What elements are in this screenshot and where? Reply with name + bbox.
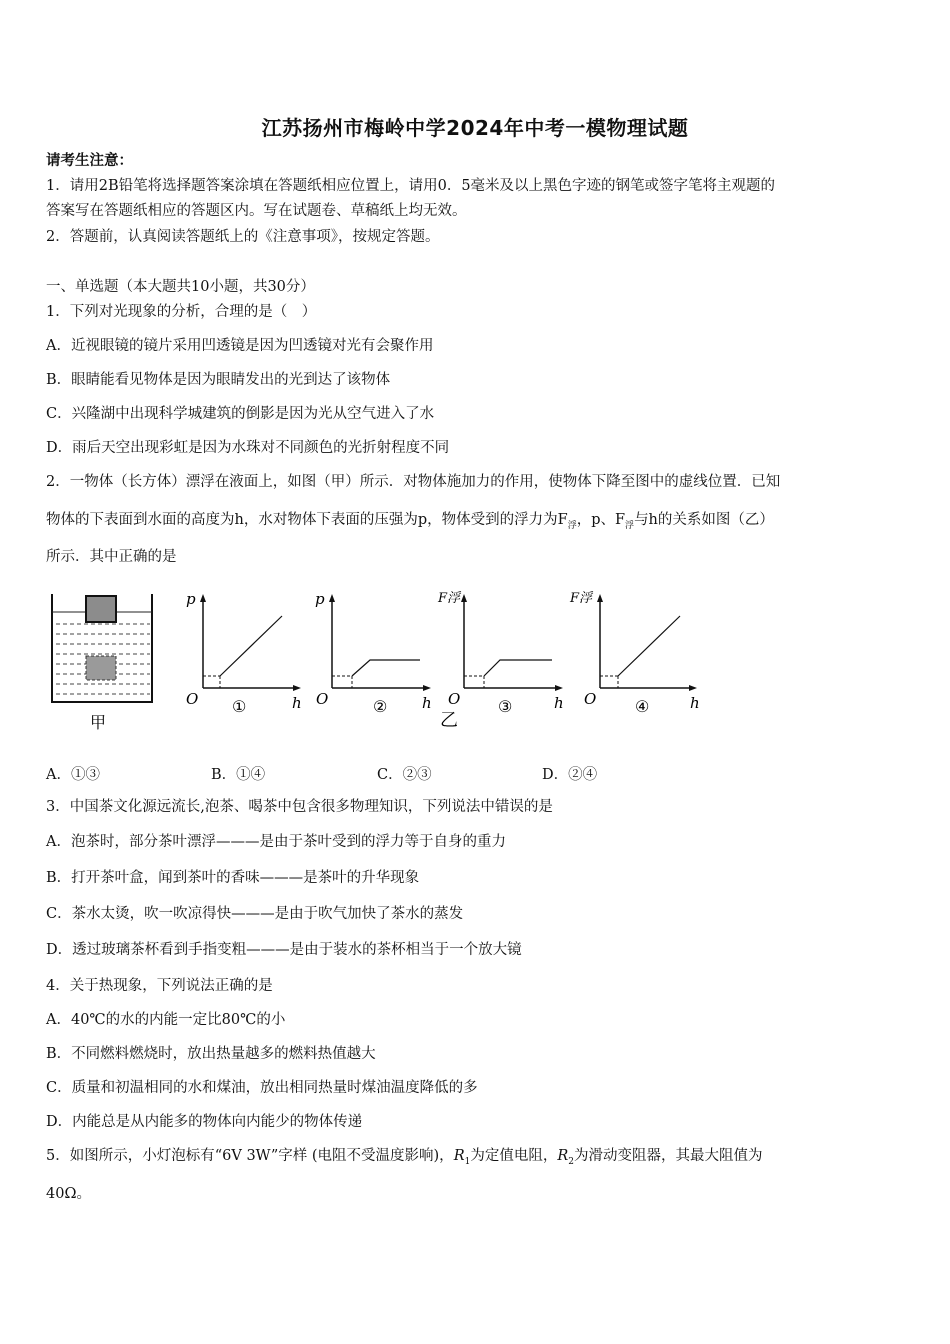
q2-line-2-part-a: 物体的下表面到水面的高度为h，水对物体下表面的压强为p，物体受到的浮力为F — [46, 512, 568, 528]
q2-option-c: C．②③ — [377, 767, 432, 783]
q2-line-2-part-c: 与h的关系如图（乙） — [634, 512, 774, 528]
q1-option-c: C．兴隆湖中出现科学城建筑的倒影是因为光从空气进入了水 — [46, 406, 435, 422]
q4-stem: 4．关于热现象，下列说法正确的是 — [46, 978, 273, 994]
q2-sub-1: 浮 — [567, 520, 577, 531]
q2-figure — [40, 582, 720, 742]
q2-line-3: 所示．其中正确的是 — [46, 549, 177, 565]
exam-title: 江苏扬州市梅岭中学2024年中考一模物理试题 — [261, 116, 689, 140]
q2-line-2 — [46, 510, 774, 536]
q5-r2: R — [557, 1148, 569, 1164]
q5-r1-sub: 1 — [464, 1156, 471, 1167]
floating-block — [86, 596, 116, 622]
q2-sub-2: 浮 — [625, 520, 635, 531]
notice-item-1-line-2: 答案写在答题纸相应的答题区内。写在试题卷、草稿纸上均无效。 — [46, 203, 467, 219]
q3-option-c: C．茶水太烫，吹一吹凉得快———是由于吹气加快了茶水的蒸发 — [46, 906, 464, 922]
q4-option-c: C．质量和初温相同的水和煤油，放出相同热量时煤油温度降低的多 — [46, 1080, 478, 1096]
q3-option-d: D．透过玻璃茶杯看到手指变粗———是由于装水的茶杯相当于一个放大镜 — [46, 942, 522, 958]
q3-stem: 3．中国茶文化源远流长,泡茶、喝茶中包含很多物理知识，下列说法中错误的是 — [46, 799, 553, 815]
graph-4-origin: O — [584, 690, 597, 708]
graph-3-y-label: F浮 — [438, 591, 461, 606]
graph-3 — [437, 591, 564, 731]
notice-item-2: 2．答题前，认真阅读答题纸上的《注意事项》，按规定答题。 — [46, 229, 440, 245]
graph-2-number: ② — [373, 697, 388, 716]
notice-heading: 请考生注意： — [46, 152, 133, 169]
q2-option-b: B．①④ — [211, 767, 266, 783]
q1-stem: 1．下列对光现象的分析，合理的是（ ） — [46, 304, 317, 320]
graph-1 — [186, 590, 302, 716]
fig-label-yi: 乙 — [440, 710, 458, 731]
graph-4-h-label: h — [690, 694, 700, 712]
q2-line-2-part-b: ，p、F — [576, 512, 626, 528]
q3-option-b: B．打开茶叶盒，闻到茶叶的香味———是茶叶的升华现象 — [46, 870, 420, 886]
graph-2-origin: O — [316, 690, 329, 708]
graph-3-number: ③ — [498, 697, 513, 716]
fig-label-jia: 甲 — [90, 713, 107, 732]
q4-option-b: B．不同燃料燃烧时，放出热量越多的燃料热值越大 — [46, 1046, 376, 1062]
q2-option-a: A．①③ — [46, 767, 100, 783]
submerged-block — [86, 656, 116, 680]
q3-option-a: A．泡茶时，部分茶叶漂浮———是由于茶叶受到的浮力等于自身的重力 — [46, 834, 506, 850]
q4-option-a: A．40℃的水的内能一定比80℃的小 — [46, 1012, 286, 1028]
graph-2-y-label: p — [315, 590, 325, 608]
graph-1-origin: O — [186, 690, 199, 708]
q5-line-1 — [46, 1146, 763, 1172]
graph-1-number: ① — [232, 697, 247, 716]
graph-4-y-label: F浮 — [570, 591, 593, 606]
graph-2 — [315, 590, 432, 716]
graph-4-number: ④ — [635, 697, 650, 716]
notice-item-1-line-1: 1．请用2B铅笔将选择题答案涂填在答题纸相应位置上，请用0．5毫米及以上黑色字迹的钢笔或签字笔将主观题的 — [46, 178, 776, 194]
graph-3-h-label: h — [554, 694, 564, 712]
q5-line-2: 40Ω。 — [46, 1186, 91, 1202]
q1-option-b: B．眼睛能看见物体是因为眼睛发出的光到达了该物体 — [46, 372, 391, 388]
q5-r1: R — [453, 1148, 465, 1164]
q2-option-d: D．②④ — [542, 767, 598, 783]
graph-2-h-label: h — [422, 694, 432, 712]
graph-3-origin: O — [448, 690, 461, 708]
q2-line-1: 2．一物体（长方体）漂浮在液面上，如图（甲）所示．对物体施加力的作用，使物体下降至图中的虚线位置．已知 — [46, 474, 781, 490]
q1-option-d: D．雨后天空出现彩虹是因为水珠对不同颜色的光折射程度不同 — [46, 440, 450, 456]
q5-part-b: 为定值电阻， — [470, 1148, 558, 1164]
q5-r2-sub: 2 — [568, 1156, 574, 1167]
q5-part-c: 为滑动变阻器，其最大阻值为 — [574, 1148, 763, 1164]
q5-part-a: 5．如图所示，小灯泡标有“6V 3W”字样 (电阻不受温度影响)， — [46, 1148, 454, 1164]
graph-4 — [569, 591, 700, 716]
graph-1-h-label: h — [292, 694, 302, 712]
q4-option-d: D．内能总是从内能多的物体向内能少的物体传递 — [46, 1114, 363, 1130]
container-diagram — [52, 594, 152, 732]
section-heading: 一、单选题（本大题共10小题，共30分） — [46, 279, 315, 295]
graph-1-y-label: p — [186, 590, 196, 608]
q1-option-a: A．近视眼镜的镜片采用凹透镜是因为凹透镜对光有会聚作用 — [46, 338, 434, 354]
